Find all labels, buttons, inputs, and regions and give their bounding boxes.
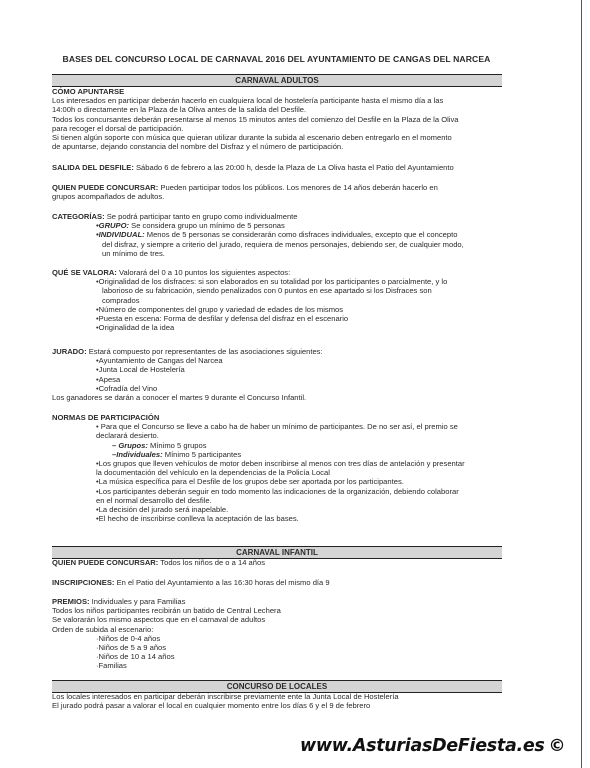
categorias-text: Se podrá participar tanto en grupo como individualmente [104,212,298,221]
paragraph-line: del disfraz, y siempre a criterio del jurado, requiera de menos personajes, debiendo ser, de cualquier modo, [102,239,464,249]
list-item: ·Niños de 0-4 años [96,633,161,643]
jurado-text: Estará compuesto por representantes de las asociaciones siguientes: [86,347,323,356]
paragraph-line: Todos los concursantes deberán presentarse al menos 15 minutos antes del comienzo del Desfile en la Plaza de la Oliva [52,114,459,124]
infantil-quien-label: QUIEN PUEDE CONCURSAR: [52,558,159,567]
grupo-label: •GRUPO: [96,221,130,231]
valora-label: QUÉ SE VALORA: [52,268,117,277]
list-item: • Para que el Concurso se lleve a cabo ha de haber un mínimo de participantes. De no ser así, el premio se [96,422,458,432]
paragraph-line: un mínimo de tres. [102,248,165,258]
individuales-text: Mínimo 5 participantes [162,449,242,459]
como-heading: CÓMO APUNTARSE [52,87,125,96]
section-categorias [52,212,502,258]
section-jurado [52,347,502,402]
quien-text: Pueden participar todos los públicos. Los menores de 14 años deberán hacerlo en [158,183,438,192]
list-item: en el normal desarrollo del desfile. [96,495,212,505]
list-item: ·Niños de 10 a 14 años [96,652,175,662]
section-salida [52,163,502,172]
section-normas [52,413,502,523]
paragraph-line: Los locales interesados en participar deberán inscribirse previamente ente la Junta Local de Hostelería [52,692,399,701]
watermark [300,736,590,760]
list-item: •El hecho de inscribirse conlleva la aceptación de las bases. [96,514,299,524]
jurado-label: JURADO: [52,347,87,356]
list-item: laborioso de su fabricación, siendo penalizados con 0 puntos en ese apartado si los Disfraces son [102,286,432,296]
section-que-se-valora [52,268,502,332]
list-item: •La música específica para el Desfile de los grupos debe ser aportada por los participantes. [96,477,404,487]
grupos-label: – Grupos: [112,440,148,450]
list-item: ·Familias [96,661,127,671]
list-item: •La decisión del jurado será inapelable. [96,505,229,515]
paragraph-line: 14:00h o directamente en la Plaza de la Oliva antes de la salida del Desfile. [52,105,307,115]
section-quien-puede [52,183,502,201]
paragraph-line: El jurado podrá pasar a valorar el local en cualquier momento entre los días 6 y el 9 de febrero [52,701,371,711]
section-banner-locales: CONCURSO DE LOCALES [52,680,502,693]
list-item: comprados [102,295,140,305]
paragraph-line: Orden de subida al escenario: [52,624,154,634]
paragraph-line: de apuntarse, dejando constancia del nombre del Disfraz y el número de participación. [52,142,344,152]
list-item: •Número de componentes del grupo y variedad de edades de los mismos [96,304,344,314]
list-item: declarará desierto. [96,431,159,441]
copyright-icon: © [548,736,566,756]
individual-text: Menos de 5 personas se considerarán como disfraces individuales, excepto que el concepto [144,230,458,240]
inscripciones-text: En el Patio del Ayuntamiento a las 16:30 horas del mismo día 9 [114,578,330,587]
normas-heading: NORMAS DE PARTICIPACIÓN [52,413,160,422]
list-item: ·Niños de 5 a 9 años [96,643,167,653]
section-como-apuntarse [52,87,502,151]
grupos-text: Mínimo 5 grupos [147,440,207,450]
paragraph-line: para recoger el dorsal de participación. [52,123,184,133]
section-inscripciones [52,578,502,587]
list-item: •Los participantes deberán seguir en todo momento las indicaciones de la organización, debiendo colaborar [96,486,459,496]
list-item: •Ayuntamiento de Cangas del Narcea [96,356,223,366]
infantil-quien-text: Todos los niños de o a 14 años [158,558,265,567]
section-banner-adultos: CARNAVAL ADULTOS [52,74,502,87]
list-item: •Cofradía del Vino [96,383,158,393]
section-premios [52,597,502,671]
paragraph-line: Si tienen algún soporte con música que quieran utilizar durante la subida al escenario deben entregarlo en el momento [52,133,452,143]
list-item: •Los grupos que lleven vehículos de motor deben inscribirse al menos con tres días de antelación y presentar [96,459,465,469]
list-item: la documentación del vehículo en la dependencias de la Policía Local [96,468,330,478]
premios-label: PREMIOS: [52,597,90,606]
paragraph-line: Se valorarán los mismo aspectos que en el carnaval de adultos [52,615,266,625]
individual-label: •INDIVIDUAL: [96,230,145,240]
grupo-text: Se considera grupo un mínimo de 5 personas [129,221,285,231]
paragraph-line: Los ganadores se darán a conocer el martes 9 durante el Concurso Infantil. [52,393,307,403]
paragraph-line: Los interesados en participar deberán hacerlo en cualquiera local de hostelería participante hasta el mismo día a las [52,96,444,106]
watermark-text: www.AsturiasDeFiesta.es [300,736,545,756]
quien-label: QUIEN PUEDE CONCURSAR: [52,183,159,192]
list-item: •Originalidad de la idea [96,323,175,333]
paragraph-line: grupos acompañados de adultos. [52,192,165,202]
categorias-label: CATEGORÍAS: [52,212,105,221]
inscripciones-label: INSCRIPCIONES: [52,578,115,587]
list-item: •Puesta en escena: Forma de desfilar y defensa del disfraz en el escenario [96,314,349,324]
list-item: •Originalidad de los disfraces: si son elaborados en su totalidad por los participantes o parcialmente, y lo [96,277,448,287]
document-title: BASES DEL CONCURSO LOCAL DE CARNAVAL 2016 DEL AYUNTAMIENTO DE CANGAS DEL NARCEA [62,54,491,64]
page-border [581,0,582,768]
list-item: •Apesa [96,374,121,384]
paragraph-line: Todos los niños participantes recibirán un batido de Central Lechera [52,606,281,616]
section-banner-infantil: CARNAVAL INFANTIL [52,546,502,559]
individuales-label: –Individuales: [112,449,163,459]
section-infantil-quien [52,558,502,567]
salida-label: SALIDA DEL DESFILE: [52,163,134,172]
premios-text: Individuales y para Familias [89,597,186,606]
valora-text: Valorará del 0 a 10 puntos los siguientes aspectos: [116,268,291,277]
salida-text: Sábado 6 de febrero a las 20:00 h, desde la Plaza de La Oliva hasta el Patio del Ayuntamiento [133,163,454,172]
list-item: •Junta Local de Hostelería [96,365,185,375]
section-locales [52,692,502,710]
